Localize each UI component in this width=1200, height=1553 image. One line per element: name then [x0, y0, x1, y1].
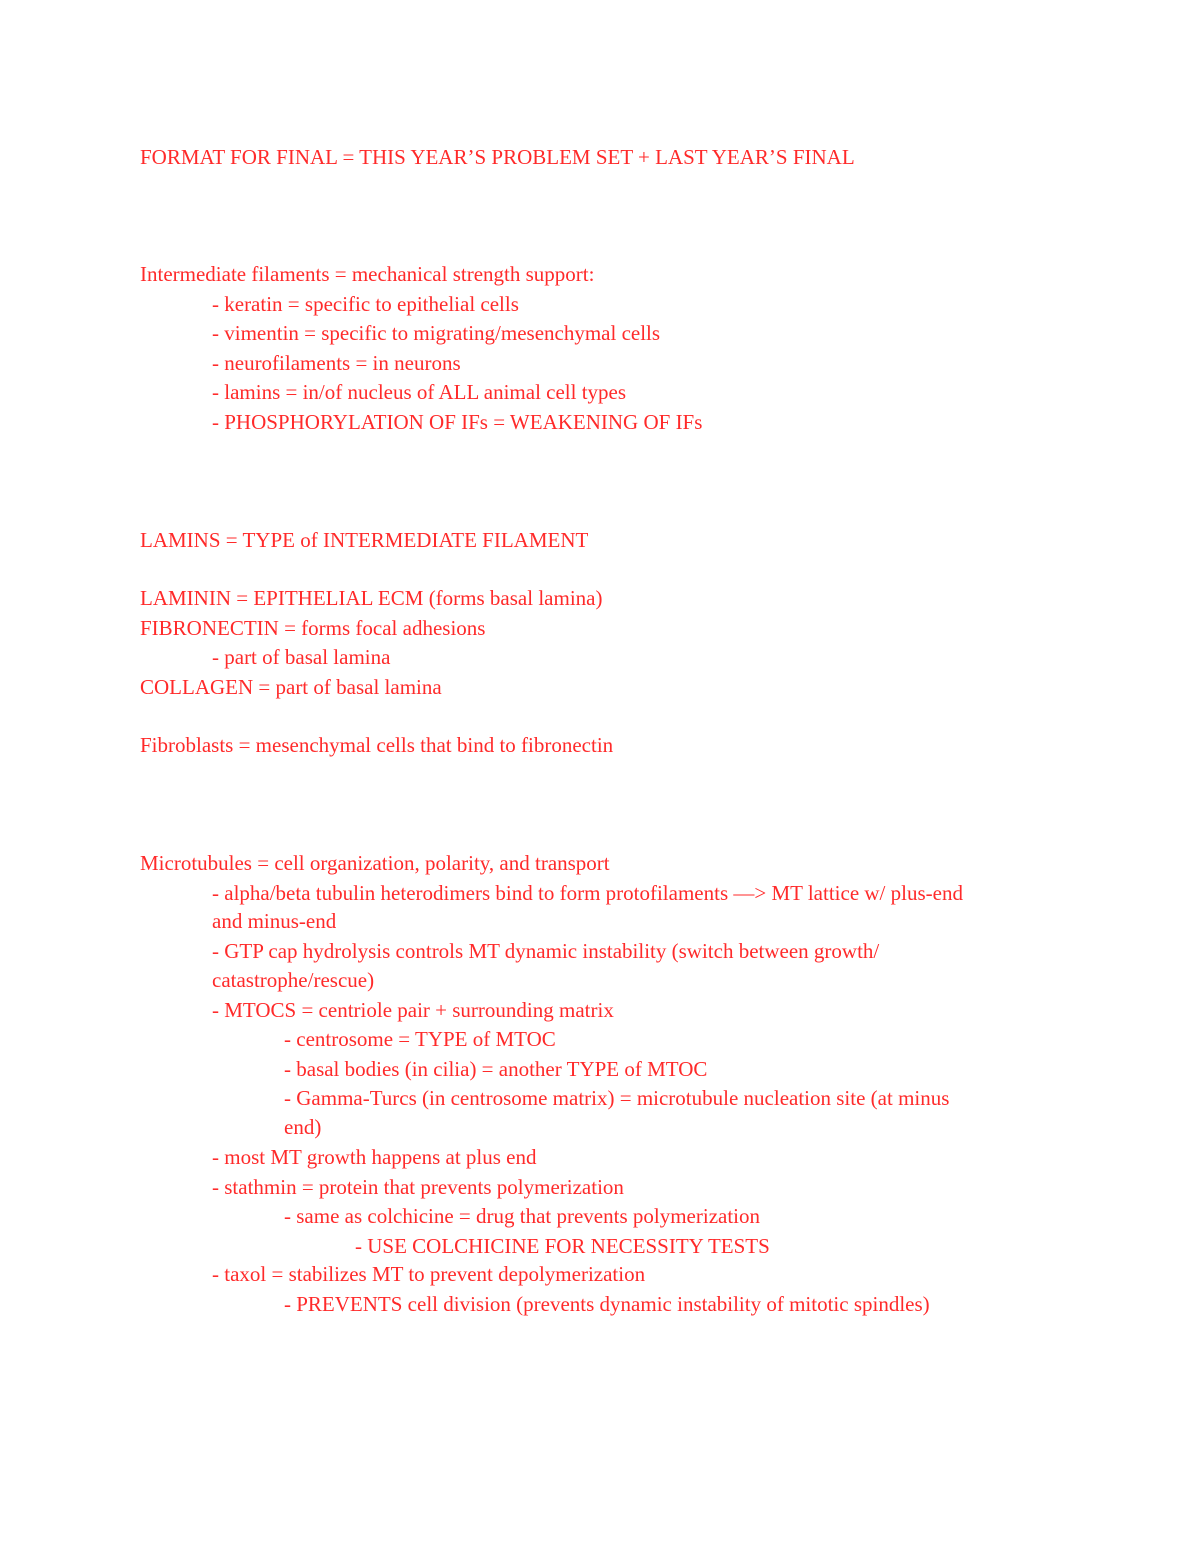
sub-sub-note-line: - USE COLCHICINE FOR NECESSITY TESTS: [355, 1234, 770, 1258]
note-line: - stathmin = protein that prevents polymerization: [212, 1175, 624, 1199]
microtubules-heading: Microtubules = cell organization, polarity, and transport: [140, 851, 610, 875]
lamins-heading: LAMINS = TYPE of INTERMEDIATE FILAMENT: [140, 528, 589, 552]
sub-note-line: - basal bodies (in cilia) = another TYPE of MTOC: [284, 1057, 708, 1081]
sub-note-line: - PREVENTS cell division (prevents dynamic instability of mitotic spindles): [284, 1292, 930, 1316]
fibronectin-line: FIBRONECTIN = forms focal adhesions: [140, 616, 486, 640]
fibroblasts-line: Fibroblasts = mesenchymal cells that bind to fibronectin: [140, 733, 614, 757]
note-line-continuation: and minus-end: [212, 909, 337, 933]
note-line: - PHOSPHORYLATION OF IFs = WEAKENING OF IFs: [212, 410, 703, 434]
note-line: - most MT growth happens at plus end: [212, 1145, 537, 1169]
note-line: - alpha/beta tubulin heterodimers bind to form protofilaments —> MT lattice w/ plus-end: [212, 881, 963, 905]
sub-note-line-continuation: end): [284, 1115, 322, 1139]
note-line-continuation: catastrophe/rescue): [212, 968, 375, 992]
note-line: - neurofilaments = in neurons: [212, 351, 461, 375]
format-heading: FORMAT FOR FINAL = THIS YEAR’S PROBLEM SET + LAST YEAR’S FINAL: [140, 145, 855, 169]
note-line: - taxol = stabilizes MT to prevent depolymerization: [212, 1262, 646, 1286]
collagen-line: COLLAGEN = part of basal lamina: [140, 675, 442, 699]
note-line: - MTOCS = centriole pair + surrounding matrix: [212, 998, 614, 1022]
laminin-line: LAMININ = EPITHELIAL ECM (forms basal lamina): [140, 586, 603, 610]
sub-note-line: - centrosome = TYPE of MTOC: [284, 1027, 556, 1051]
note-line: - lamins = in/of nucleus of ALL animal cell types: [212, 380, 627, 404]
note-line: - keratin = specific to epithelial cells: [212, 292, 519, 316]
sub-note-line: - Gamma-Turcs (in centrosome matrix) = microtubule nucleation site (at minus: [284, 1086, 950, 1110]
note-line: - GTP cap hydrolysis controls MT dynamic instability (switch between growth/: [212, 939, 880, 963]
note-line: - part of basal lamina: [212, 645, 391, 669]
intermediate-filaments-heading: Intermediate filaments = mechanical strength support:: [140, 262, 595, 286]
sub-note-line: - same as colchicine = drug that prevents polymerization: [284, 1204, 761, 1228]
note-line: - vimentin = specific to migrating/mesenchymal cells: [212, 321, 661, 345]
